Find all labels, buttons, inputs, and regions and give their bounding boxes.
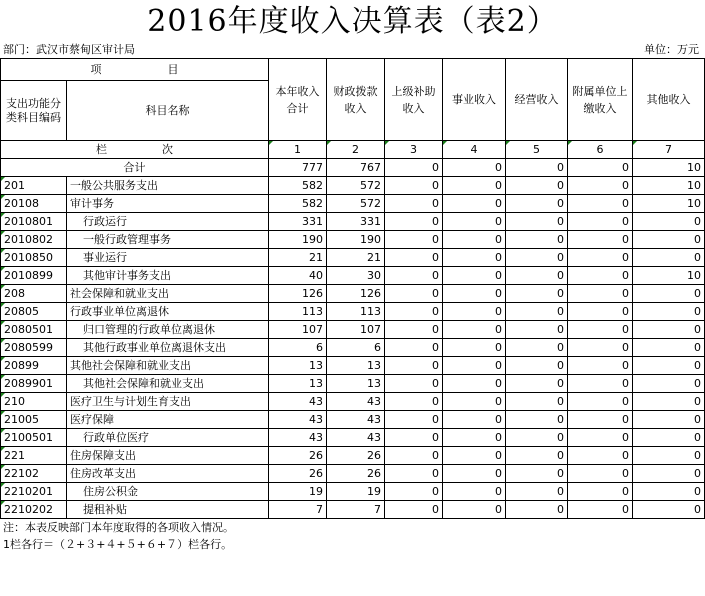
row-value: 13	[269, 375, 327, 393]
row-value: 0	[385, 411, 443, 429]
row-value: 0	[506, 213, 568, 231]
table-row	[1, 339, 705, 357]
row-value: 0	[506, 375, 568, 393]
row-value: 13	[327, 357, 385, 375]
row-value: 0	[568, 375, 633, 393]
header-lanci: 栏 次	[1, 141, 269, 159]
header-col-5: 经营收入	[506, 59, 568, 141]
row-code: 20899	[1, 357, 67, 375]
row-value: 0	[633, 303, 705, 321]
revenue-table	[0, 58, 705, 519]
row-name: 其他审计事务支出	[67, 267, 269, 285]
row-value: 0	[568, 321, 633, 339]
row-value: 0	[385, 357, 443, 375]
row-value: 0	[385, 195, 443, 213]
table-row	[1, 357, 705, 375]
row-value: 331	[269, 213, 327, 231]
row-code: 2210201	[1, 483, 67, 501]
row-value: 0	[443, 465, 506, 483]
row-value: 0	[443, 195, 506, 213]
row-value: 0	[385, 177, 443, 195]
table-row	[1, 195, 705, 213]
row-value: 572	[327, 195, 385, 213]
row-value: 0	[568, 501, 633, 519]
row-value: 0	[633, 483, 705, 501]
row-value: 572	[327, 177, 385, 195]
row-value: 113	[327, 303, 385, 321]
row-value: 126	[269, 285, 327, 303]
row-value: 0	[385, 375, 443, 393]
row-name: 一般行政管理事务	[67, 231, 269, 249]
row-value: 43	[327, 429, 385, 447]
row-code: 21005	[1, 411, 67, 429]
row-value: 0	[385, 285, 443, 303]
row-value: 582	[269, 195, 327, 213]
row-value: 26	[327, 465, 385, 483]
total-row	[1, 159, 705, 177]
department-label: 部门：武汉市蔡甸区审计局	[3, 43, 135, 56]
table-row	[1, 213, 705, 231]
col-number: 3	[385, 141, 443, 159]
row-value: 19	[269, 483, 327, 501]
table-row	[1, 303, 705, 321]
total-label: 合计	[1, 159, 269, 177]
row-value: 0	[506, 177, 568, 195]
row-value: 0	[568, 429, 633, 447]
row-code: 2100501	[1, 429, 67, 447]
row-value: 0	[633, 393, 705, 411]
row-value: 0	[506, 231, 568, 249]
row-value: 10	[633, 177, 705, 195]
row-value: 0	[385, 447, 443, 465]
row-value: 21	[269, 249, 327, 267]
row-value: 0	[633, 213, 705, 231]
row-name: 行政事业单位离退休	[67, 303, 269, 321]
row-value: 0	[568, 339, 633, 357]
row-value: 331	[327, 213, 385, 231]
row-value: 113	[269, 303, 327, 321]
row-value: 0	[385, 429, 443, 447]
row-name: 医疗卫生与计划生育支出	[67, 393, 269, 411]
row-value: 0	[568, 177, 633, 195]
row-value: 0	[385, 483, 443, 501]
row-value: 0	[443, 267, 506, 285]
row-value: 40	[269, 267, 327, 285]
row-name: 其他行政事业单位离退休支出	[67, 339, 269, 357]
row-name: 医疗保障	[67, 411, 269, 429]
row-code: 2010899	[1, 267, 67, 285]
row-value: 0	[506, 321, 568, 339]
row-value: 0	[506, 339, 568, 357]
row-code: 2080599	[1, 339, 67, 357]
row-code: 20108	[1, 195, 67, 213]
row-value: 0	[506, 501, 568, 519]
row-value: 582	[269, 177, 327, 195]
row-value: 30	[327, 267, 385, 285]
row-value: 21	[327, 249, 385, 267]
total-value: 777	[269, 159, 327, 177]
total-value: 0	[568, 159, 633, 177]
header-col-2: 财政拨款收入	[327, 59, 385, 141]
row-value: 0	[385, 393, 443, 411]
row-code: 22102	[1, 465, 67, 483]
total-value: 10	[633, 159, 705, 177]
table-row	[1, 249, 705, 267]
row-value: 0	[568, 267, 633, 285]
row-value: 0	[506, 465, 568, 483]
row-value: 19	[327, 483, 385, 501]
table-row	[1, 321, 705, 339]
row-value: 107	[269, 321, 327, 339]
note-line-1: 注：本表反映部门本年度取得的各项收入情况。	[3, 521, 234, 534]
row-value: 0	[633, 375, 705, 393]
row-code: 20805	[1, 303, 67, 321]
table-row	[1, 177, 705, 195]
page-title: 2016年度收入决算表（表2）	[147, 4, 558, 39]
row-value: 43	[269, 411, 327, 429]
row-value: 0	[568, 411, 633, 429]
table-row	[1, 429, 705, 447]
total-value: 0	[443, 159, 506, 177]
row-value: 26	[269, 465, 327, 483]
table-row	[1, 393, 705, 411]
row-value: 43	[327, 411, 385, 429]
row-value: 0	[443, 483, 506, 501]
row-name: 事业运行	[67, 249, 269, 267]
row-value: 0	[633, 429, 705, 447]
row-name: 审计事务	[67, 195, 269, 213]
row-code: 221	[1, 447, 67, 465]
header-col-3: 上级补助收入	[385, 59, 443, 141]
row-value: 7	[327, 501, 385, 519]
table-row	[1, 411, 705, 429]
row-code: 2089901	[1, 375, 67, 393]
row-value: 0	[506, 429, 568, 447]
table-row	[1, 231, 705, 249]
col-number: 7	[633, 141, 705, 159]
row-value: 0	[443, 177, 506, 195]
row-value: 0	[568, 357, 633, 375]
row-value: 0	[633, 249, 705, 267]
row-value: 0	[385, 249, 443, 267]
row-code: 210	[1, 393, 67, 411]
row-value: 0	[633, 411, 705, 429]
row-value: 0	[568, 483, 633, 501]
row-value: 0	[568, 393, 633, 411]
row-code: 208	[1, 285, 67, 303]
row-value: 0	[443, 501, 506, 519]
row-value: 0	[506, 303, 568, 321]
row-name: 其他社会保障和就业支出	[67, 357, 269, 375]
row-name: 一般公共服务支出	[67, 177, 269, 195]
row-value: 0	[443, 447, 506, 465]
header-col-6: 附属单位上缴收入	[568, 59, 633, 141]
row-code: 2210202	[1, 501, 67, 519]
row-value: 10	[633, 267, 705, 285]
row-value: 0	[385, 465, 443, 483]
row-value: 0	[443, 321, 506, 339]
col-number: 6	[568, 141, 633, 159]
row-value: 0	[568, 465, 633, 483]
row-value: 0	[568, 303, 633, 321]
row-value: 0	[443, 303, 506, 321]
col-number: 2	[327, 141, 385, 159]
row-name: 住房公积金	[67, 483, 269, 501]
row-value: 0	[443, 393, 506, 411]
row-value: 0	[506, 267, 568, 285]
table-row	[1, 465, 705, 483]
row-value: 0	[506, 357, 568, 375]
row-value: 0	[633, 321, 705, 339]
header-col-7: 其他收入	[633, 59, 705, 141]
table-row	[1, 447, 705, 465]
row-name: 行政单位医疗	[67, 429, 269, 447]
row-value: 0	[385, 501, 443, 519]
row-value: 0	[443, 339, 506, 357]
row-value: 0	[443, 249, 506, 267]
row-value: 0	[385, 213, 443, 231]
row-value: 0	[506, 249, 568, 267]
row-value: 0	[568, 447, 633, 465]
row-value: 0	[443, 429, 506, 447]
col-number: 5	[506, 141, 568, 159]
header-project: 项 目	[1, 59, 269, 81]
row-value: 0	[443, 357, 506, 375]
row-value: 0	[443, 375, 506, 393]
note-line-2: 1栏各行＝（２+３+４+５+６+７）栏各行。	[3, 538, 233, 551]
row-value: 190	[269, 231, 327, 249]
row-value: 0	[385, 231, 443, 249]
row-value: 0	[506, 411, 568, 429]
row-value: 126	[327, 285, 385, 303]
row-code: 2010802	[1, 231, 67, 249]
row-value: 0	[385, 303, 443, 321]
row-value: 0	[568, 249, 633, 267]
row-value: 10	[633, 195, 705, 213]
total-value: 767	[327, 159, 385, 177]
row-name: 其他社会保障和就业支出	[67, 375, 269, 393]
row-value: 0	[633, 501, 705, 519]
row-code: 201	[1, 177, 67, 195]
row-value: 0	[568, 195, 633, 213]
row-value: 0	[633, 447, 705, 465]
row-value: 0	[506, 195, 568, 213]
row-value: 7	[269, 501, 327, 519]
row-name: 归口管理的行政单位离退休	[67, 321, 269, 339]
row-value: 0	[506, 447, 568, 465]
table-row	[1, 375, 705, 393]
total-value: 0	[506, 159, 568, 177]
row-value: 26	[327, 447, 385, 465]
table-row	[1, 483, 705, 501]
col-number: 1	[269, 141, 327, 159]
row-value: 0	[443, 285, 506, 303]
row-value: 6	[327, 339, 385, 357]
col-number: 4	[443, 141, 506, 159]
row-value: 107	[327, 321, 385, 339]
row-value: 0	[506, 285, 568, 303]
row-value: 6	[269, 339, 327, 357]
row-value: 190	[327, 231, 385, 249]
header-col-4: 事业收入	[443, 59, 506, 141]
row-value: 0	[633, 465, 705, 483]
row-value: 0	[443, 411, 506, 429]
row-value: 13	[269, 357, 327, 375]
row-name: 提租补贴	[67, 501, 269, 519]
table-row	[1, 285, 705, 303]
row-value: 0	[506, 483, 568, 501]
row-code: 2010850	[1, 249, 67, 267]
row-name: 住房改革支出	[67, 465, 269, 483]
row-value: 0	[568, 213, 633, 231]
row-value: 0	[385, 267, 443, 285]
row-value: 0	[568, 231, 633, 249]
table-row	[1, 501, 705, 519]
row-value: 0	[568, 285, 633, 303]
header-name: 科目名称	[67, 81, 269, 141]
header-code: 支出功能分类科目编码	[1, 81, 67, 141]
row-value: 0	[633, 231, 705, 249]
row-value: 0	[385, 321, 443, 339]
row-name: 行政运行	[67, 213, 269, 231]
unit-label: 单位：万元	[644, 43, 699, 56]
row-value: 0	[385, 339, 443, 357]
table-row	[1, 267, 705, 285]
row-code: 2010801	[1, 213, 67, 231]
row-value: 0	[443, 213, 506, 231]
row-value: 0	[633, 285, 705, 303]
row-value: 0	[633, 339, 705, 357]
row-value: 43	[327, 393, 385, 411]
row-name: 社会保障和就业支出	[67, 285, 269, 303]
row-value: 43	[269, 393, 327, 411]
total-value: 0	[385, 159, 443, 177]
row-value: 0	[506, 393, 568, 411]
row-value: 13	[327, 375, 385, 393]
row-value: 0	[633, 357, 705, 375]
header-col-1: 本年收入合计	[269, 59, 327, 141]
row-name: 住房保障支出	[67, 447, 269, 465]
row-value: 43	[269, 429, 327, 447]
row-code: 2080501	[1, 321, 67, 339]
row-value: 26	[269, 447, 327, 465]
row-value: 0	[443, 231, 506, 249]
